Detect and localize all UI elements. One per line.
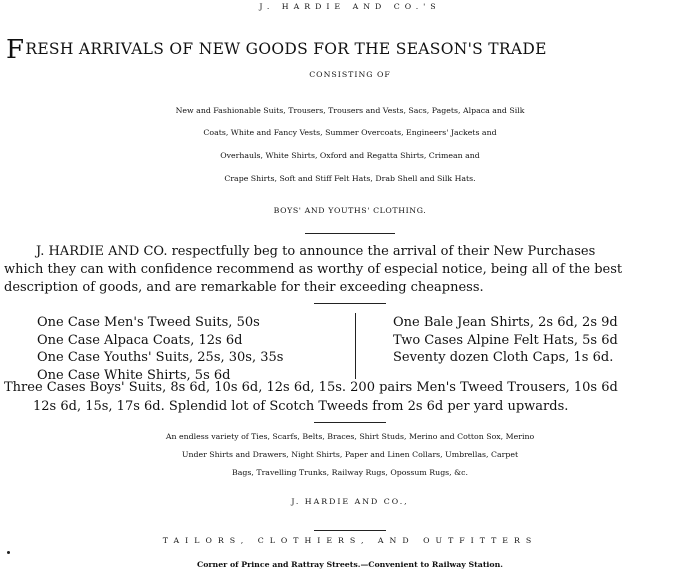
drop-cap: F xyxy=(6,35,25,65)
announcement-line: description of goods, and are remarkable for their exceeding cheapness. xyxy=(4,280,484,295)
ad-title: J. HARDIE AND CO.'S xyxy=(259,2,441,11)
goods-line: New and Fashionable Suits, Trousers, Trousers and Vests, Sacs, Pagets, Alpaca and Silk xyxy=(175,106,525,115)
boys-youths-heading: BOYS' AND YOUTHS' CLOTHING. xyxy=(273,206,427,215)
goods-line: Crape Shirts, Soft and Stiff Felt Hats, Drab Shell and Silk Hats. xyxy=(224,174,476,183)
goods-line: Overhauls, White Shirts, Oxford and Regatta Shirts, Crimean and xyxy=(220,151,480,160)
list-item: One Case Men's Tweed Suits, 50s xyxy=(37,315,260,330)
list-item: One Case Alpaca Coats, 12s 6d xyxy=(37,332,243,348)
boys-suits-line: Three Cases Boys' Suits, 8s 6d, 10s 6d, 12s 6d, 15s. 200 pairs Men's Tweed Trousers, 10s 6d xyxy=(4,380,618,395)
boys-suits-line: 12s 6d, 15s, 17s 6d. Splendid lot of Scotch Tweeds from 2s 6d per yard upwards. xyxy=(33,399,569,414)
announcement-line: J. HARDIE AND CO. respectfully beg to announce the arrival of their New Purchases xyxy=(36,244,596,259)
company-name: J. HARDIE AND CO., xyxy=(291,497,409,506)
divider xyxy=(314,303,386,304)
endless-variety-line: Bags, Travelling Trunks, Railway Rugs, Opossum Rugs, &c. xyxy=(232,468,468,477)
announcement-line: which they can with confidence recommend as worthy of especial notice, being all of the best xyxy=(4,262,623,277)
right-items-column xyxy=(393,314,618,367)
divider xyxy=(305,233,395,234)
endless-variety-line: Under Shirts and Drawers, Night Shirts, Paper and Linen Collars, Umbrellas, Carpet xyxy=(181,450,519,459)
list-item: Seventy dozen Cloth Caps, 1s 6d. xyxy=(393,350,614,365)
list-item: One Case White Shirts, 5s 6d xyxy=(37,367,231,383)
divider xyxy=(314,422,386,423)
divider xyxy=(314,530,386,531)
address-line: Corner of Prince and Rattray Streets.—Convenient to Railway Station. xyxy=(197,560,503,569)
fresh-arrivals-heading xyxy=(6,35,696,65)
goods-line: Coats, White and Fancy Vests, Summer Overcoats, Engineers' Jackets and xyxy=(203,128,497,137)
consisting-of: CONSISTING OF xyxy=(309,70,391,79)
column-divider xyxy=(355,313,356,379)
tailors-line: TAILORS, CLOTHIERS, AND OUTFITTERS xyxy=(162,536,538,545)
list-item: One Case Youths' Suits, 25s, 30s, 35s xyxy=(37,350,284,365)
list-item: Two Cases Alpine Felt Hats, 5s 6d xyxy=(393,332,618,348)
list-item: One Bale Jean Shirts, 2s 6d, 2s 9d xyxy=(393,315,618,330)
ink-dot xyxy=(7,551,10,554)
endless-variety-line: An endless variety of Ties, Scarfs, Belts, Braces, Shirt Studs, Merino and Cotton Sox, Merino xyxy=(165,432,535,441)
fresh-arrivals-text: RESH ARRIVALS OF NEW GOODS FOR THE SEASON'S TRADE xyxy=(25,40,547,58)
left-items-column xyxy=(37,314,283,384)
